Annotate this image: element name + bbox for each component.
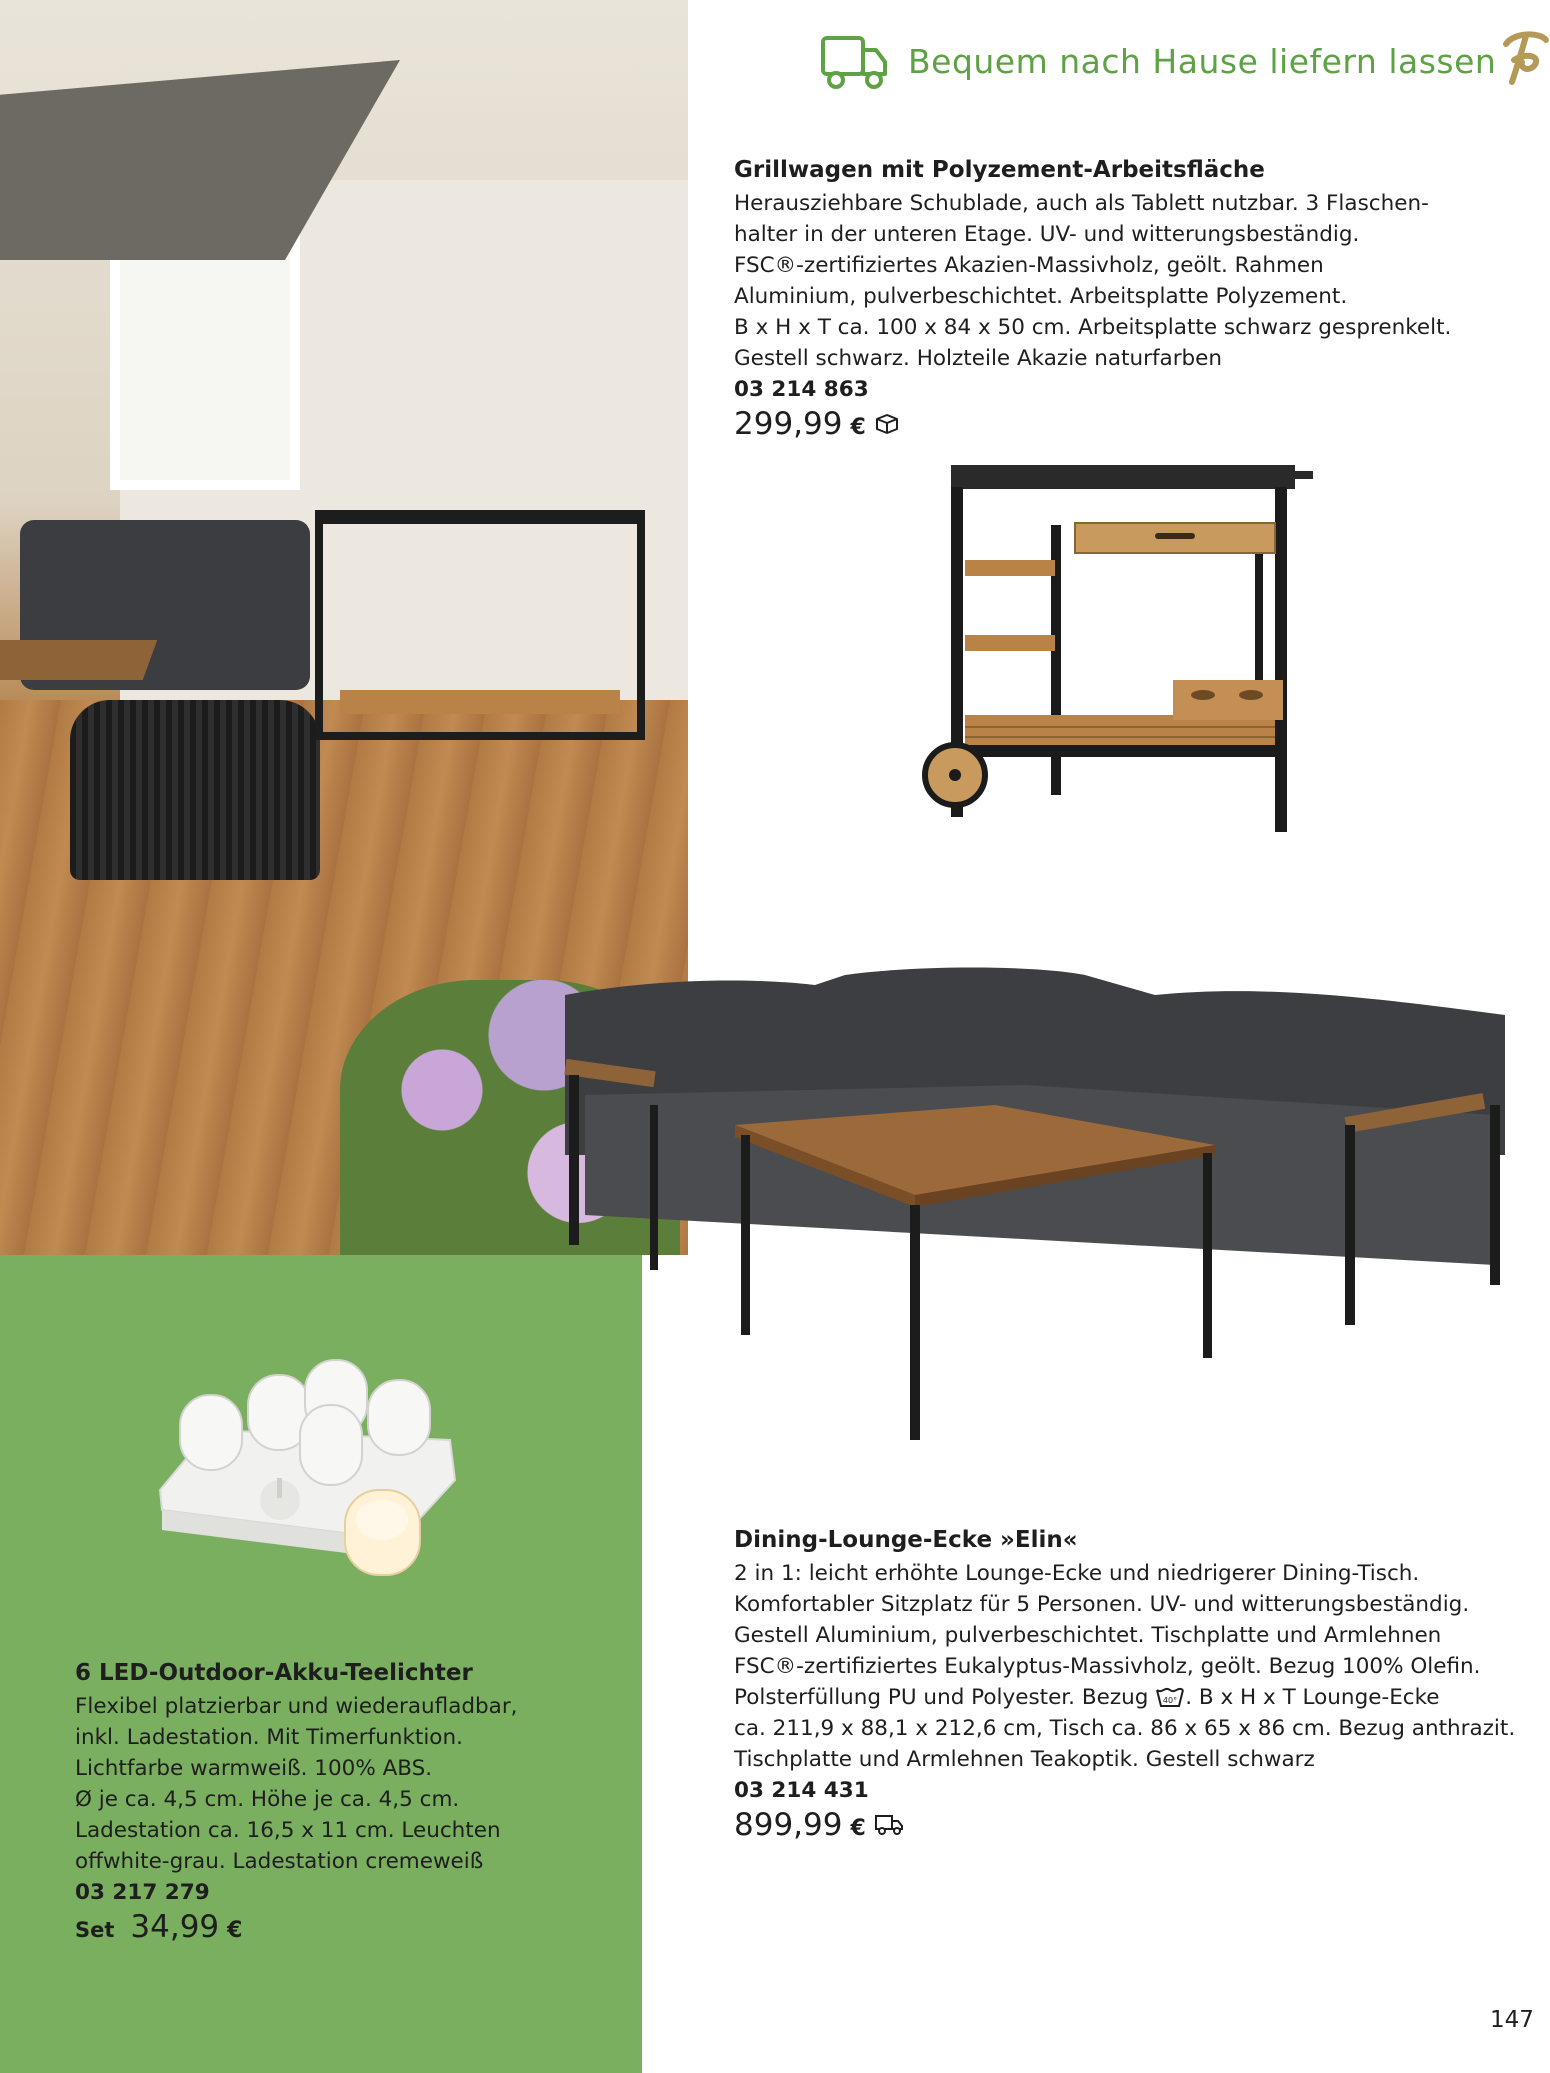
tealight-desc-line: Ladestation ca. 16,5 x 11 cm. Leuchten bbox=[75, 1818, 501, 1843]
lounge-desc-line-wash bbox=[734, 1682, 1515, 1713]
grill-desc-line: Aluminium, pulverbeschichtet. Arbeitsplatte Polyzement. bbox=[734, 284, 1348, 309]
lounge-description bbox=[734, 1558, 1515, 1775]
tealight-product bbox=[75, 1658, 518, 1946]
lounge-title: Dining-Lounge-Ecke »Elin« bbox=[734, 1527, 1078, 1553]
grill-price: 299,99 bbox=[734, 406, 843, 442]
lounge-desc-line: 2 in 1: leicht erhöhte Lounge-Ecke und niedrigerer Dining-Tisch. bbox=[734, 1561, 1420, 1586]
lounge-desc-line: Tischplatte und Armlehnen Teakoptik. Gestell schwarz bbox=[734, 1747, 1315, 1772]
tealight-description bbox=[75, 1691, 518, 1877]
tealight-set-label: Set bbox=[75, 1918, 115, 1942]
grill-price-row bbox=[734, 406, 1451, 443]
grill-desc-line: halter in der unteren Etage. UV- und witterungsbeständig. bbox=[734, 222, 1360, 247]
grill-desc-line: Gestell schwarz. Holzteile Akazie naturfarben bbox=[734, 346, 1223, 371]
lounge-product bbox=[734, 1525, 1515, 1844]
tealight-image bbox=[150, 1350, 470, 1600]
tealight-price: 34,99 bbox=[130, 1909, 220, 1945]
tchibo-logo bbox=[1500, 30, 1550, 99]
tealight-desc-line: inkl. Ladestation. Mit Timerfunktion. bbox=[75, 1725, 463, 1750]
lounge-desc-line: Komfortabler Sitzplatz für 5 Personen. UV- und witterungsbeständig. bbox=[734, 1592, 1470, 1617]
wash-label: 40° bbox=[1163, 1696, 1178, 1705]
tealight-title: 6 LED-Outdoor-Akku-Teelichter bbox=[75, 1660, 473, 1686]
grill-product bbox=[734, 155, 1451, 443]
header-title: Bequem nach Hause liefern lassen bbox=[908, 42, 1497, 81]
grill-title: Grillwagen mit Polyzement-Arbeitsfläche bbox=[734, 157, 1265, 183]
tealight-currency: € bbox=[227, 1918, 243, 1943]
page-header bbox=[820, 30, 1520, 100]
tealight-desc-line: Flexibel platzierbar und wiederaufladbar, bbox=[75, 1694, 518, 1719]
grill-currency: € bbox=[850, 415, 866, 440]
tealight-price-row bbox=[75, 1909, 518, 1946]
grill-desc-line: FSC®-zertifiziertes Akazien-Massivholz, geölt. Rahmen bbox=[734, 253, 1324, 278]
tealight-desc-line: Lichtfarbe warmweiß. 100% ABS. bbox=[75, 1756, 433, 1781]
tealight-desc-line: offwhite-grau. Ladestation cremeweiß bbox=[75, 1849, 484, 1874]
grill-cart-image bbox=[915, 465, 1395, 855]
delivery-truck-icon bbox=[820, 34, 888, 92]
grill-article-number: 03 214 863 bbox=[734, 377, 869, 402]
lounge-price-row bbox=[734, 1807, 1515, 1844]
lounge-desc-line: Gestell Aluminium, pulverbeschichtet. Tischplatte und Armlehnen bbox=[734, 1623, 1442, 1648]
truck-shipping-icon bbox=[874, 1813, 904, 1835]
lounge-desc-line: ca. 211,9 x 88,1 x 212,6 cm, Tisch ca. 86 x 65 x 86 cm. Bezug anthrazit. bbox=[734, 1716, 1516, 1741]
dining-lounge-image bbox=[555, 955, 1515, 1495]
wash-40-icon bbox=[1155, 1686, 1185, 1710]
lounge-price: 899,99 bbox=[734, 1807, 843, 1843]
grill-desc-line: B x H x T ca. 100 x 84 x 50 cm. Arbeitsplatte schwarz gesprenkelt. bbox=[734, 315, 1452, 340]
grill-description bbox=[734, 188, 1451, 374]
page-number: 147 bbox=[1490, 2007, 1534, 2033]
lounge-desc-text: . B x H x T Lounge-Ecke bbox=[1185, 1685, 1440, 1710]
lounge-currency: € bbox=[850, 1816, 866, 1841]
tealight-desc-line: Ø je ca. 4,5 cm. Höhe je ca. 4,5 cm. bbox=[75, 1787, 460, 1812]
grill-desc-line: Herausziehbare Schublade, auch als Tablett nutzbar. 3 Flaschen- bbox=[734, 191, 1429, 216]
lounge-article-number: 03 214 431 bbox=[734, 1778, 869, 1803]
lounge-desc-text: Polsterfüllung PU und Polyester. Bezug bbox=[734, 1685, 1156, 1710]
tealight-article-number: 03 217 279 bbox=[75, 1880, 210, 1905]
parcel-icon bbox=[874, 412, 900, 434]
lounge-desc-line: FSC®-zertifiziertes Eukalyptus-Massivholz, geölt. Bezug 100% Olefin. bbox=[734, 1654, 1481, 1679]
